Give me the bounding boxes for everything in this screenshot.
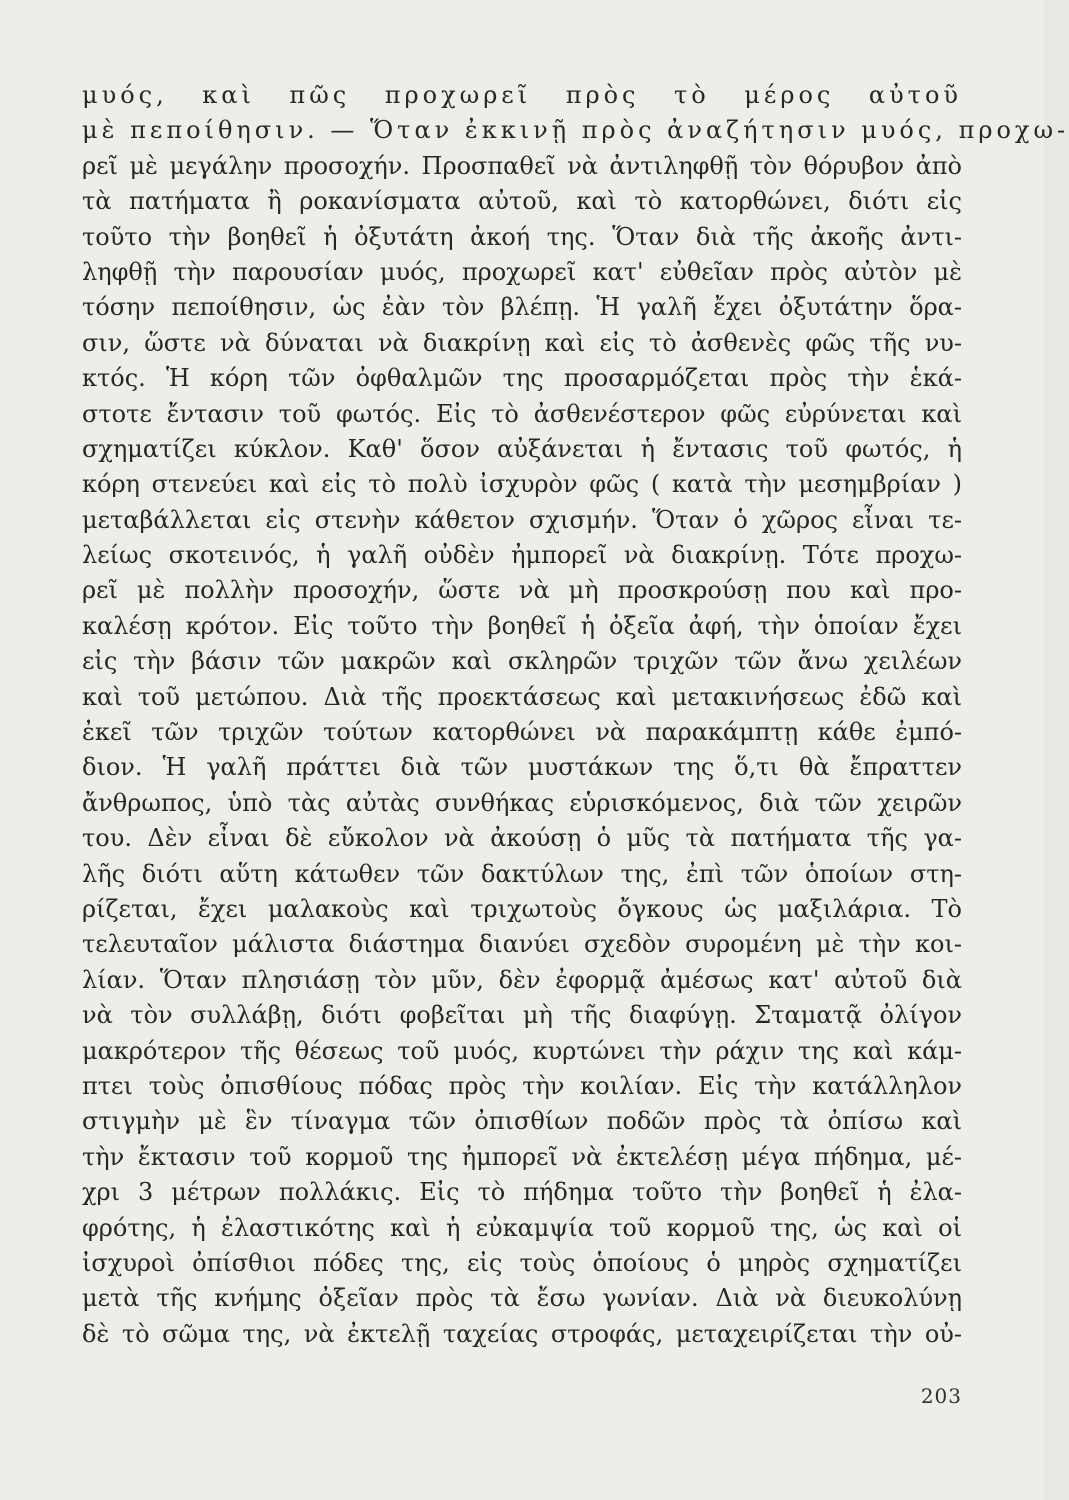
text-line: τόσην πεποίθησιν, ὡς ἐὰν τὸν βλέπῃ. Ἡ γαλῆ ἔχει ὀξυτάτην ὅρα- (82, 293, 962, 322)
text-line: φρότης, ἡ ἐλαστικότης καὶ ἡ εὐκαμψία τοῦ κορμοῦ της, ὡς καὶ οἱ (82, 1213, 962, 1242)
text-line: χρι 3 μέτρων πολλάκις. Εἰς τὸ πήδημα τοῦτο τὴν βοηθεῖ ἡ ἐλα- (82, 1178, 962, 1207)
text-line: τοῦτο τὴν βοηθεῖ ἡ ὀξυτάτη ἀκοή της. Ὅταν διὰ τῆς ἀκοῆς ἀντι- (82, 222, 962, 251)
text-line: κόρη στενεύει καὶ εἰς τὸ πολὺ ἰσχυρὸν φῶς ( κατὰ τὴν μεσημβρίαν ) (82, 470, 962, 499)
page-number: 203 (920, 1384, 962, 1408)
text-line: δὲ τὸ σῶμα της, νὰ ἐκτελῇ ταχείας στροφάς, μεταχειρίζεται τὴν οὐ- (82, 1319, 962, 1348)
text-line: ρεῖ μὲ πολλὴν προσοχήν, ὥστε νὰ μὴ προσκρούσῃ που καὶ προ- (82, 576, 962, 605)
text-line: ἄνθρωπος, ὑπὸ τὰς αὐτὰς συνθήκας εὑρισκόμενος, διὰ τῶν χειρῶν (82, 788, 962, 817)
text-line: πτει τοὺς ὀπισθίους πόδας πρὸς τὴν κοιλίαν. Εἰς τὴν κατάλληλον (82, 1071, 962, 1100)
text-line: του. Δὲν εἶναι δὲ εὔκολον νὰ ἀκούσῃ ὁ μῦς τὰ πατήματα τῆς γα- (82, 824, 962, 853)
body-text (82, 78, 1069, 1352)
text-line: σιν, ὥστε νὰ δύναται νὰ διακρίνῃ καὶ εἰς τὸ ἀσθενὲς φῶς τῆς νυ- (82, 328, 962, 357)
text-line: ἰσχυροὶ ὀπίσθιοι πόδες της, εἰς τοὺς ὁποίους ὁ μηρὸς σχηματίζει (82, 1248, 962, 1277)
text-line: τελευταῖον μάλιστα διάστημα διανύει σχεδὸν συρομένη μὲ τὴν κοι- (82, 930, 962, 959)
text-line: κτός. Ἡ κόρη τῶν ὀφθαλμῶν της προσαρμόζεται πρὸς τὴν ἑκά- (82, 364, 962, 393)
text-line: μυός, καὶ πῶς προχωρεῖ πρὸς τὸ μέρος αὐτοῦ (82, 81, 962, 109)
text-line: τὴν ἔκτασιν τοῦ κορμοῦ της ἠμπορεῖ νὰ ἐκτελέσῃ μέγα πήδημα, μέ- (82, 1142, 962, 1171)
text-line: καὶ τοῦ μετώπου. Διὰ τῆς προεκτάσεως καὶ μετακινήσεως ἐδῶ καὶ (82, 682, 962, 711)
text-line: εἰς τὴν βάσιν τῶν μακρῶν καὶ σκληρῶν τριχῶν τῶν ἄνω χειλέων (82, 647, 962, 676)
text-line: διον. Ἡ γαλῆ πράττει διὰ τῶν μυστάκων της ὅ,τι θὰ ἔπραττεν (82, 753, 962, 782)
text-line: λῆς διότι αὕτη κάτωθεν τῶν δακτύλων της, ἐπὶ τῶν ὁποίων στη- (82, 859, 962, 888)
text-line: μακρότερον τῆς θέσεως τοῦ μυός, κυρτώνει τὴν ράχιν της καὶ κάμ- (82, 1036, 962, 1065)
text-line: νὰ τὸν συλλάβῃ, διότι φοβεῖται μὴ τῆς διαφύγῃ. Σταματᾷ ὀλίγον (82, 1001, 962, 1030)
text-line: ρεῖ μὲ μεγάλην προσοχήν. Προσπαθεῖ νὰ ἀντιληφθῇ τὸν θόρυβον ἀπὸ (82, 151, 962, 180)
text-line: στοτε ἔντασιν τοῦ φωτός. Εἰς τὸ ἀσθενέστερον φῶς εὐρύνεται καὶ (82, 399, 962, 428)
text-line: τὰ πατήματα ἢ ροκανίσματα αὐτοῦ, καὶ τὸ κατορθώνει, διότι εἰς (82, 187, 962, 216)
text-line: μετὰ τῆς κνήμης ὀξεῖαν πρὸς τὰ ἔσω γωνίαν. Διὰ νὰ διευκολύνῃ (82, 1284, 962, 1313)
text-line: σχηματίζει κύκλον. Καθ' ὅσον αὐξάνεται ἡ ἔντασις τοῦ φωτός, ἡ (82, 434, 962, 463)
text-line: λείως σκοτεινός, ἡ γαλῆ οὐδὲν ἠμπορεῖ νὰ διακρίνῃ. Τότε προχω- (82, 541, 962, 570)
text-line: μεταβάλλεται εἰς στενὴν κάθετον σχισμήν. Ὅταν ὁ χῶρος εἶναι τε- (82, 505, 962, 534)
text-line: ἐκεῖ τῶν τριχῶν τούτων κατορθώνει νὰ παρακάμπτῃ κάθε ἐμπό- (82, 718, 962, 747)
text-line: καλέσῃ κρότον. Εἰς τοῦτο τὴν βοηθεῖ ἡ ὀξεῖα ἀφή, τὴν ὁποίαν ἔχει (82, 611, 962, 640)
text-line: ληφθῇ τὴν παρουσίαν μυός, προχωρεῖ κατ' εὐθεῖαν πρὸς αὐτὸν μὲ (82, 257, 962, 286)
text-line: μὲ πεποίθησιν. — Ὅταν ἐκκινῇ πρὸς ἀναζήτησιν μυός, προχω- (82, 116, 1069, 145)
text-line: ρίζεται, ἔχει μαλακοὺς καὶ τριχωτοὺς ὄγκους ὡς μαξιλάρια. Τὸ (82, 894, 962, 923)
text-line: στιγμὴν μὲ ἓν τίναγμα τῶν ὀπισθίων ποδῶν πρὸς τὰ ὀπίσω καὶ (82, 1107, 962, 1136)
text-line: λίαν. Ὅταν πλησιάσῃ τὸν μῦν, δὲν ἐφορμᾷ ἀμέσως κατ' αὐτοῦ διὰ (82, 965, 962, 994)
